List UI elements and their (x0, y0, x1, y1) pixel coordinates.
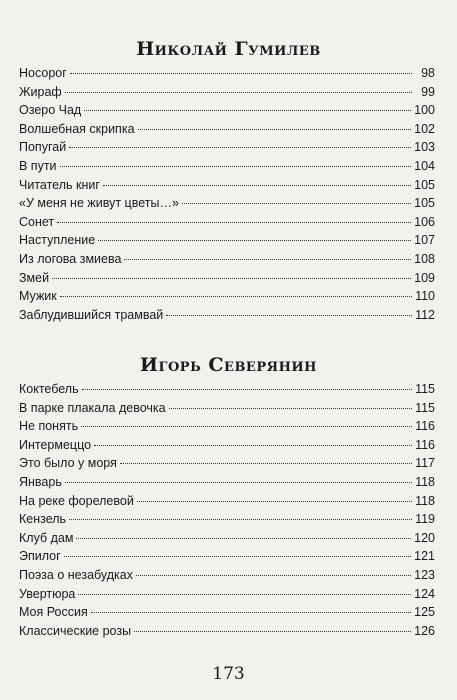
toc-entry-page: 105 (414, 196, 435, 211)
toc-entry (19, 603, 435, 622)
toc-entry (19, 380, 435, 399)
toc-entry-title: «У меня не живут цветы…» (19, 196, 179, 211)
dot-leader (60, 166, 412, 167)
dot-leader (120, 463, 412, 464)
toc-entry (19, 231, 435, 250)
toc-list-severyanin (19, 380, 435, 640)
toc-entry-page: 104 (414, 158, 435, 173)
toc-entry (19, 473, 435, 492)
dot-leader (65, 92, 412, 93)
toc-entry-page: 116 (415, 419, 435, 434)
toc-entry-title: Коктебель (19, 382, 79, 396)
dot-leader (103, 185, 411, 186)
toc-entry (19, 436, 435, 455)
toc-entry-page: 119 (415, 512, 435, 527)
toc-entry-page: 118 (415, 474, 435, 489)
dot-leader (81, 426, 412, 427)
toc-entry (19, 138, 435, 157)
toc-entry-title: В парке плакала девочка (19, 400, 166, 415)
toc-entry (19, 399, 435, 418)
dot-leader (169, 408, 412, 409)
toc-entry (19, 492, 435, 511)
toc-entry-title: Кензель (19, 512, 67, 527)
dot-leader (52, 278, 411, 279)
toc-entry (19, 585, 435, 604)
toc-entry (19, 510, 435, 529)
toc-entry-page: 123 (414, 567, 435, 582)
dot-leader (182, 203, 411, 204)
dot-leader (166, 315, 412, 316)
toc-entry-page: 108 (414, 251, 435, 266)
toc-entry (19, 269, 435, 288)
dot-leader (84, 110, 411, 111)
toc-entry-title: В пути (19, 158, 57, 173)
toc-entry-page: 125 (414, 605, 435, 620)
toc-entry-title: Увертюра (19, 586, 76, 601)
toc-entry-page: 116 (415, 437, 435, 452)
toc-entry-title: Попугай (19, 140, 67, 155)
toc-entry-page: 98 (421, 66, 435, 80)
toc-entry (19, 157, 435, 176)
toc-entry-title: Поэза о незабудках (19, 567, 133, 582)
toc-entry-title: Змей (19, 270, 50, 285)
toc-entry-title: Моя Россия (19, 605, 88, 620)
dot-leader (138, 129, 412, 130)
toc-entry-page: 99 (421, 84, 435, 99)
toc-entry-title: Читатель книг (19, 177, 100, 192)
dot-leader (57, 222, 411, 223)
toc-entry-title: Жираф (19, 84, 62, 99)
toc-entry-title: Сонет (19, 214, 55, 229)
toc-entry (19, 529, 435, 548)
page-number: 173 (212, 664, 245, 684)
toc-entry (19, 64, 435, 83)
author-heading-severyanin: Игорь Северянин (140, 354, 317, 376)
toc-entry-page: 100 (414, 103, 435, 118)
toc-entry-title: Это было у моря (19, 456, 117, 471)
toc-entry-page: 110 (415, 289, 435, 304)
toc-entry-page: 121 (414, 549, 435, 564)
dot-leader (76, 538, 411, 539)
toc-entry-page: 117 (415, 456, 435, 471)
toc-entry-page: 120 (414, 530, 435, 545)
toc-entry-page: 126 (414, 623, 435, 638)
toc-entry-page: 107 (414, 233, 435, 248)
toc-entry (19, 213, 435, 232)
dot-leader (78, 594, 411, 595)
dot-leader (124, 259, 411, 260)
toc-entry-title: Из логова змиева (19, 251, 122, 266)
dot-leader (60, 296, 412, 297)
toc-entry-page: 115 (415, 382, 435, 396)
toc-entry-title: Озеро Чад (19, 103, 82, 118)
toc-entry-title: Эпилог (19, 549, 61, 564)
toc-entry-page: 106 (414, 214, 435, 229)
toc-entry-page: 118 (415, 493, 435, 508)
dot-leader (137, 501, 412, 502)
toc-entry-title: Наступление (19, 233, 96, 248)
toc-entry (19, 622, 435, 641)
toc-entry-page: 105 (414, 177, 435, 192)
dot-leader (70, 73, 412, 74)
toc-entry-title: Интермеццо (19, 437, 92, 452)
toc-entry (19, 101, 435, 120)
dot-leader (134, 631, 411, 632)
toc-entry-page: 109 (414, 270, 435, 285)
toc-entry-title: Январь (19, 474, 62, 489)
toc-entry-title: Заблудившийся трамвай (19, 307, 164, 322)
toc-entry (19, 83, 435, 102)
dot-leader (65, 482, 412, 483)
dot-leader (98, 240, 411, 241)
toc-entry-page: 112 (415, 307, 435, 322)
toc-entry (19, 454, 435, 473)
toc-entry-title: На реке форелевой (19, 493, 134, 508)
toc-entry (19, 250, 435, 269)
toc-entry (19, 306, 435, 325)
toc-entry-title: Мужик (19, 289, 57, 304)
dot-leader (69, 519, 412, 520)
toc-entry (19, 417, 435, 436)
toc-entry (19, 120, 435, 139)
toc-entry-page: 115 (415, 400, 435, 415)
toc-entry (19, 566, 435, 585)
toc-entry-title: Волшебная скрипка (19, 121, 135, 136)
toc-entry-title: Классические розы (19, 623, 132, 638)
dot-leader (69, 147, 411, 148)
toc-entry-page: 124 (414, 586, 435, 601)
toc-entry (19, 287, 435, 306)
toc-entry-page: 103 (414, 140, 435, 155)
dot-leader (136, 575, 411, 576)
dot-leader (94, 445, 412, 446)
author-heading-gumilev: Николай Гумилев (136, 38, 321, 60)
toc-entry (19, 194, 435, 213)
dot-leader (91, 612, 411, 613)
toc-entry (19, 176, 435, 195)
toc-entry-title: Не понять (19, 419, 79, 434)
toc-entry-page: 102 (414, 121, 435, 136)
dot-leader (64, 556, 411, 557)
dot-leader (82, 389, 412, 390)
toc-entry-title: Клуб дам (19, 530, 74, 545)
toc-entry (19, 547, 435, 566)
toc-entry-title: Носорог (19, 66, 67, 80)
toc-list-gumilev (19, 64, 435, 324)
